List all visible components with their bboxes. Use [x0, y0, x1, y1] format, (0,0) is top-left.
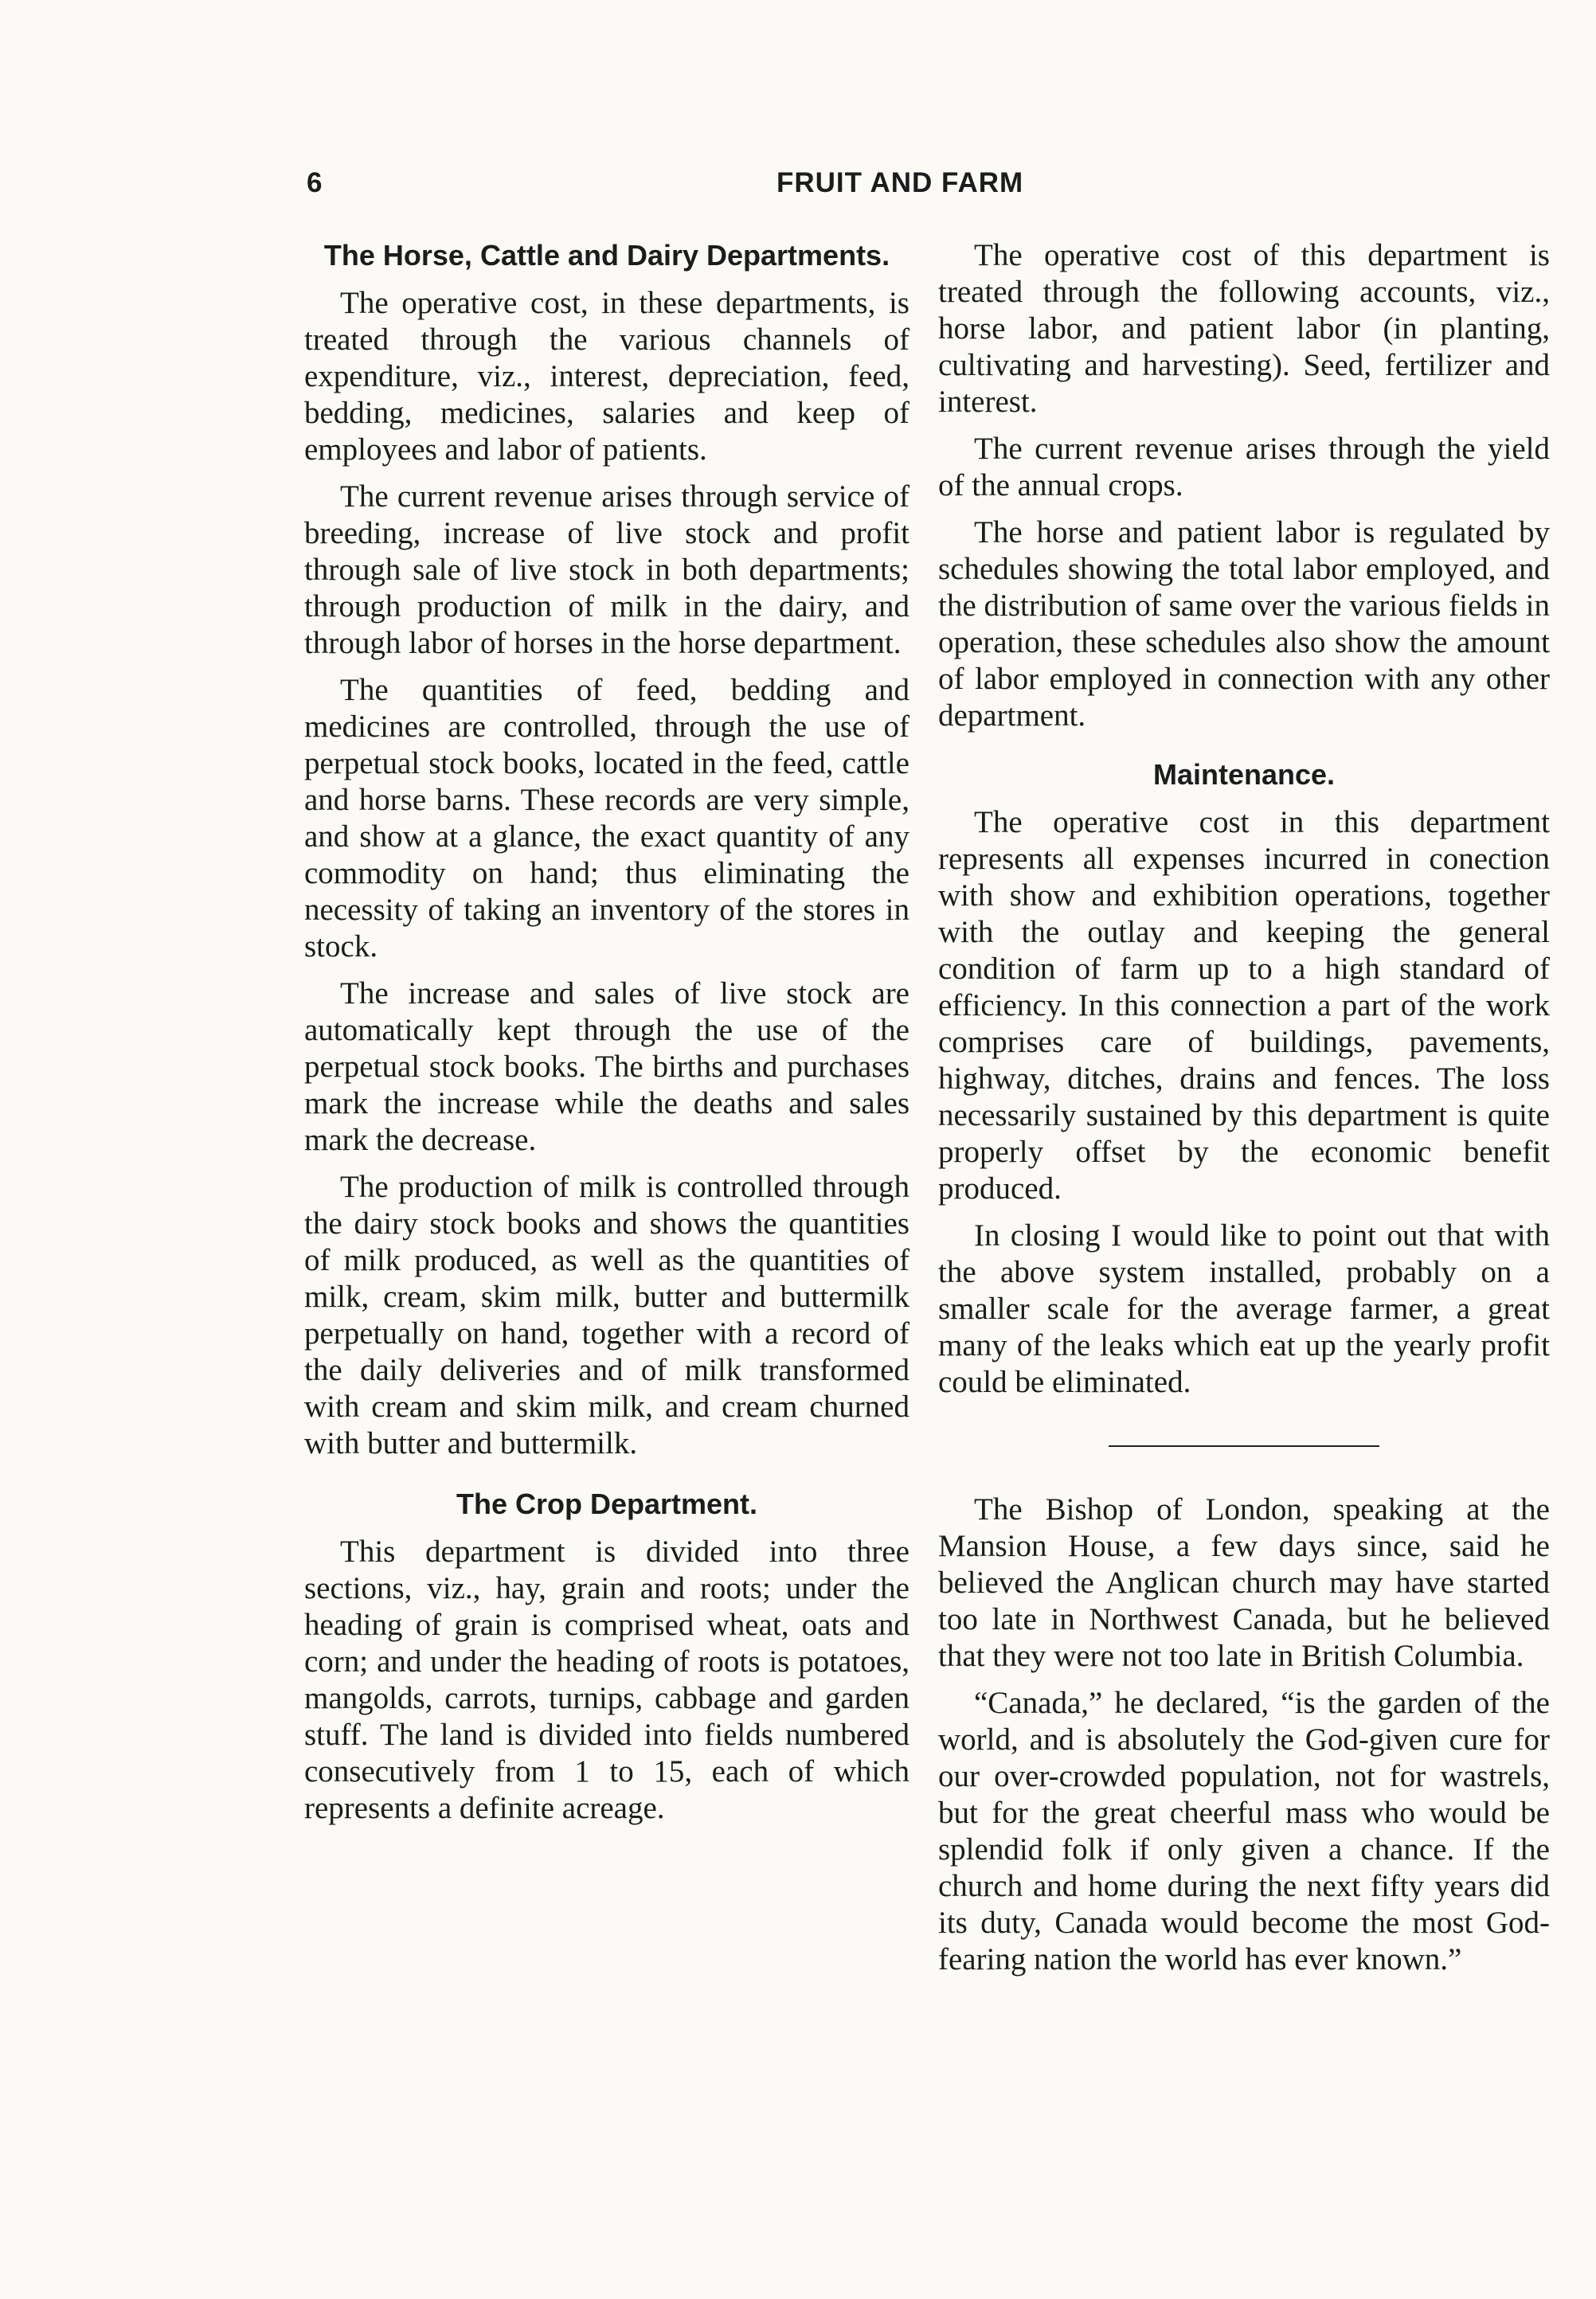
- paragraph: This department is divided into three sections, viz., hay, grain and roots; under the heading of grain is comprised wheat, oats and corn; and under the heading of roots is potatoes, mangolds, carrots, turnips, cabbage and garden stuff. The land is divided into fields numbered consecutively from 1 to 15, each of which represents a definite acreage.: [304, 1535, 909, 1825]
- running-header: [307, 167, 1549, 207]
- paragraph: The current revenue arises through service of breeding, increase of live stock and profit through sale of live stock in both departments; through production of milk in the dairy, and through labor of horses in the horse department.: [304, 479, 909, 660]
- section-heading-maintenance: Maintenance.: [1152, 758, 1336, 791]
- right-column: [938, 237, 1550, 1988]
- paragraph: The horse and patient labor is regulated by schedules showing the total labor employed, and the distribution of same over the various fields in operation, these schedules also show the amount of labor employed in connection with any other department.: [938, 515, 1550, 733]
- paragraph: The increase and sales of live stock are automatically kept through the use of the perpetual stock books. The births and purchases mark the increase while the deaths and sales mark the decrease.: [304, 976, 909, 1157]
- paragraph: The production of milk is controlled through the dairy stock books and shows the quantities of milk produced, as well as the quantities of milk, cream, skim milk, butter and buttermilk perpetually on hand, together with a record of the daily deliveries and of milk transformed with cream and skim milk, and cream churned with butter and buttermilk.: [304, 1170, 909, 1460]
- page-number: 6: [307, 167, 323, 198]
- section-divider: [1109, 1445, 1379, 1447]
- journal-title: FRUIT AND FARM: [776, 167, 1024, 198]
- paragraph: The current revenue arises through the yield of the annual crops.: [938, 432, 1550, 502]
- paragraph: In closing I would like to point out that with the above system installed, probably on a smaller scale for the average farmer, a great many of the leaks which eat up the yearly profit could be eliminated.: [938, 1218, 1550, 1399]
- paragraph: The operative cost in this department represents all expenses incurred in conection with show and exhibition operations, together with the outlay and keeping the general condition of farm up to a high standard of efficiency. In this connection a part of the work comprises care of buildings, pavements, highway, ditches, drains and fences. The loss necessarily sustained by this department is quite properly offset by the economic benefit produced.: [938, 805, 1550, 1206]
- paragraph: “Canada,” he declared, “is the garden of the world, and is absolutely the God-given cure for our over-crowded population, not for wastrels, but for the great cheerful mass who would be splendid folk if only given a chance. If the church and home during the next fifty years did its duty, Canada would become the most God-fearing nation the world has ever known.”: [938, 1686, 1550, 1976]
- paragraph: The operative cost, in these departments, is treated through the various channels of expenditure, viz., interest, depreciation, feed, bedding, medicines, salaries and keep of employees and labor of patients.: [304, 286, 909, 467]
- left-column: [304, 237, 909, 1837]
- paragraph: The Bishop of London, speaking at the Mansion House, a few days since, said he believed the Anglican church may have started too late in Northwest Canada, but he believed that they were not too late in British Columbia.: [938, 1492, 1550, 1673]
- section-heading-livestock: The Horse, Cattle and Dairy Departments.: [323, 239, 890, 272]
- paragraph: The operative cost of this department is treated through the following accounts, viz., horse labor, and patient labor (in planting, cultivating and harvesting). Seed, fertilizer and interest.: [938, 238, 1550, 419]
- paragraph: The quantities of feed, bedding and medicines are controlled, through the use of perpetual stock books, located in the feed, cattle and horse barns. These records are very simple, and show at a glance, the exact quantity of any commodity on hand; thus eliminating the necessity of taking an inventory of the stores in stock.: [304, 673, 909, 964]
- section-heading-crop: The Crop Department.: [456, 1488, 758, 1520]
